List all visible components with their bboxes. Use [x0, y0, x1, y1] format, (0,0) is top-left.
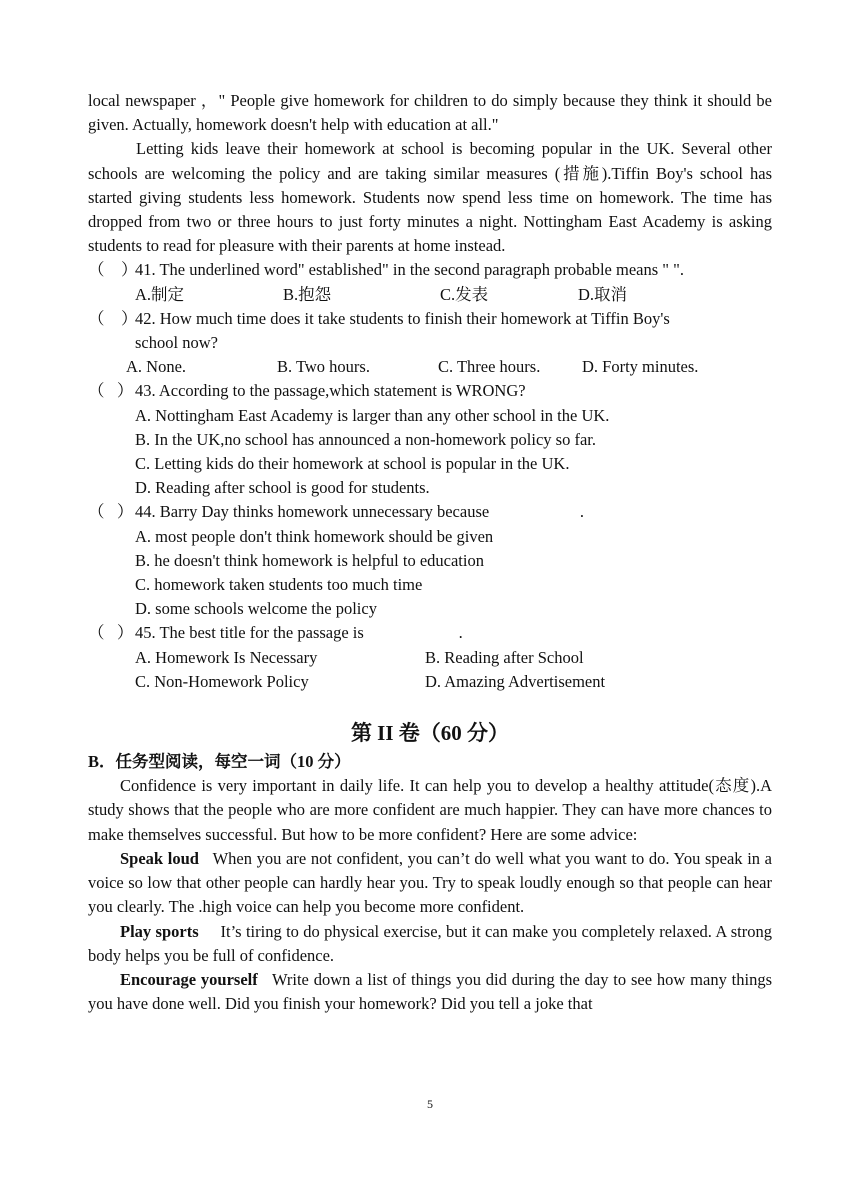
question-44: [88, 500, 772, 524]
question-45: [88, 621, 772, 645]
answer-blank: （ ）: [88, 308, 138, 328]
option-a: A. most people don't think homework should be given: [135, 526, 494, 546]
question-43: [88, 379, 772, 403]
document-page: [88, 89, 777, 1016]
tip-play-sports: [88, 920, 777, 968]
section-b-heading: B．任务型阅读，每空一词（10 分）: [88, 752, 351, 772]
option-d: D. some schools welcome the policy: [135, 599, 377, 619]
question-text-continued: school now?: [135, 333, 218, 353]
option-a: A. None.: [126, 357, 187, 377]
question-text: 42. How much time does it take students to finish their homework at Tiffin Boy's: [135, 308, 670, 328]
tip-body: Write down a list of things you did during the day to see how many things you have done well. Did you finish your homework? Did you tell a joke that: [88, 969, 777, 1014]
option-b: B.抱怨: [283, 284, 332, 304]
option-c: C.发表: [440, 284, 489, 304]
option-b: B. In the UK,no school has announced a non-homework policy so far.: [135, 429, 596, 449]
option-b: B. he doesn't think homework is helpful to education: [135, 550, 484, 570]
tip-speak-loud: [88, 847, 777, 920]
option-c: C. Non-Homework Policy: [135, 671, 309, 691]
options-42: [88, 355, 772, 379]
option-d: D.取消: [578, 284, 628, 304]
tip-heading: Encourage yourself: [120, 969, 258, 989]
question-text: 43. According to the passage,which statement is WRONG?: [135, 381, 526, 401]
option-d: D. Amazing Advertisement: [425, 671, 606, 691]
options-45-row-2: [88, 670, 772, 694]
option-c: C. Letting kids do their homework at school is popular in the UK.: [135, 454, 570, 474]
answer-blank: （ ）: [88, 502, 134, 522]
section-title: 第 II 卷（60 分）: [350, 721, 510, 746]
page-number: 5: [427, 1097, 433, 1111]
answer-blank: （ ）: [88, 381, 134, 401]
answer-blank: （ ）: [88, 260, 138, 280]
option-a: A.制定: [135, 284, 185, 304]
options-41: [88, 283, 772, 307]
option-d: D. Forty minutes.: [582, 357, 699, 377]
options-45-row-1: [88, 646, 772, 670]
paragraph-top-1: local newspaper ，" People give homework for children to do simply because they think it should be given. Actually, homework doesn't help with education at all.": [88, 91, 772, 135]
tip-body: When you are not confident, you can’t do well what you want to do. You speak in a voice so low that other people can hardly hear you. Try to speak loudly enough so that people can hear you clearly. The .high voice can help you become more confident.: [88, 848, 777, 917]
answer-blank: （ ）: [88, 623, 134, 643]
question-42: [88, 307, 772, 331]
option-d: D. Reading after school is good for students.: [135, 478, 430, 498]
option-c: C. homework taken students too much time: [135, 575, 423, 595]
paragraph-top-2: Letting kids leave their homework at school is becoming popular in the UK. Several other schools are welcoming the policy and are taking similar measures (措施).Tiffin Boy's school has started giving students less homework. Students now spend less time on homework. The time has dropped from two or three hours to just forty minutes a night. Nottingham East Academy is asking students to read for pleasure with their parents at home instead.: [88, 139, 772, 256]
tip-heading: Play sports: [120, 921, 199, 941]
option-c: C. Three hours.: [438, 357, 541, 377]
option-b: B. Reading after School: [425, 647, 584, 667]
tip-heading: Speak loud: [120, 848, 199, 868]
option-a: A. Homework Is Necessary: [135, 647, 318, 667]
question-text: 45. The best title for the passage is .: [135, 623, 463, 643]
question-41: [88, 258, 772, 282]
intro-paragraph: Confidence is very important in daily life. It can help you to develop a healthy attitude(态度).A study shows that the people who are more confident are much happier. They can have more chances to make themselves successful. But how to be more confident? Here are some advice:: [88, 776, 772, 844]
question-text: 41. The underlined word" established" in the second paragraph probable means " ".: [135, 260, 684, 280]
option-b: B. Two hours.: [277, 357, 370, 377]
tip-body: It’s tiring to do physical exercise, but it can make you completely relaxed. A strong body helps you be full of confidence.: [88, 921, 777, 965]
tip-encourage-yourself: [88, 968, 777, 1016]
question-text: 44. Barry Day thinks homework unnecessary because .: [135, 502, 585, 522]
option-a: A. Nottingham East Academy is larger than any other school in the UK.: [135, 405, 610, 425]
